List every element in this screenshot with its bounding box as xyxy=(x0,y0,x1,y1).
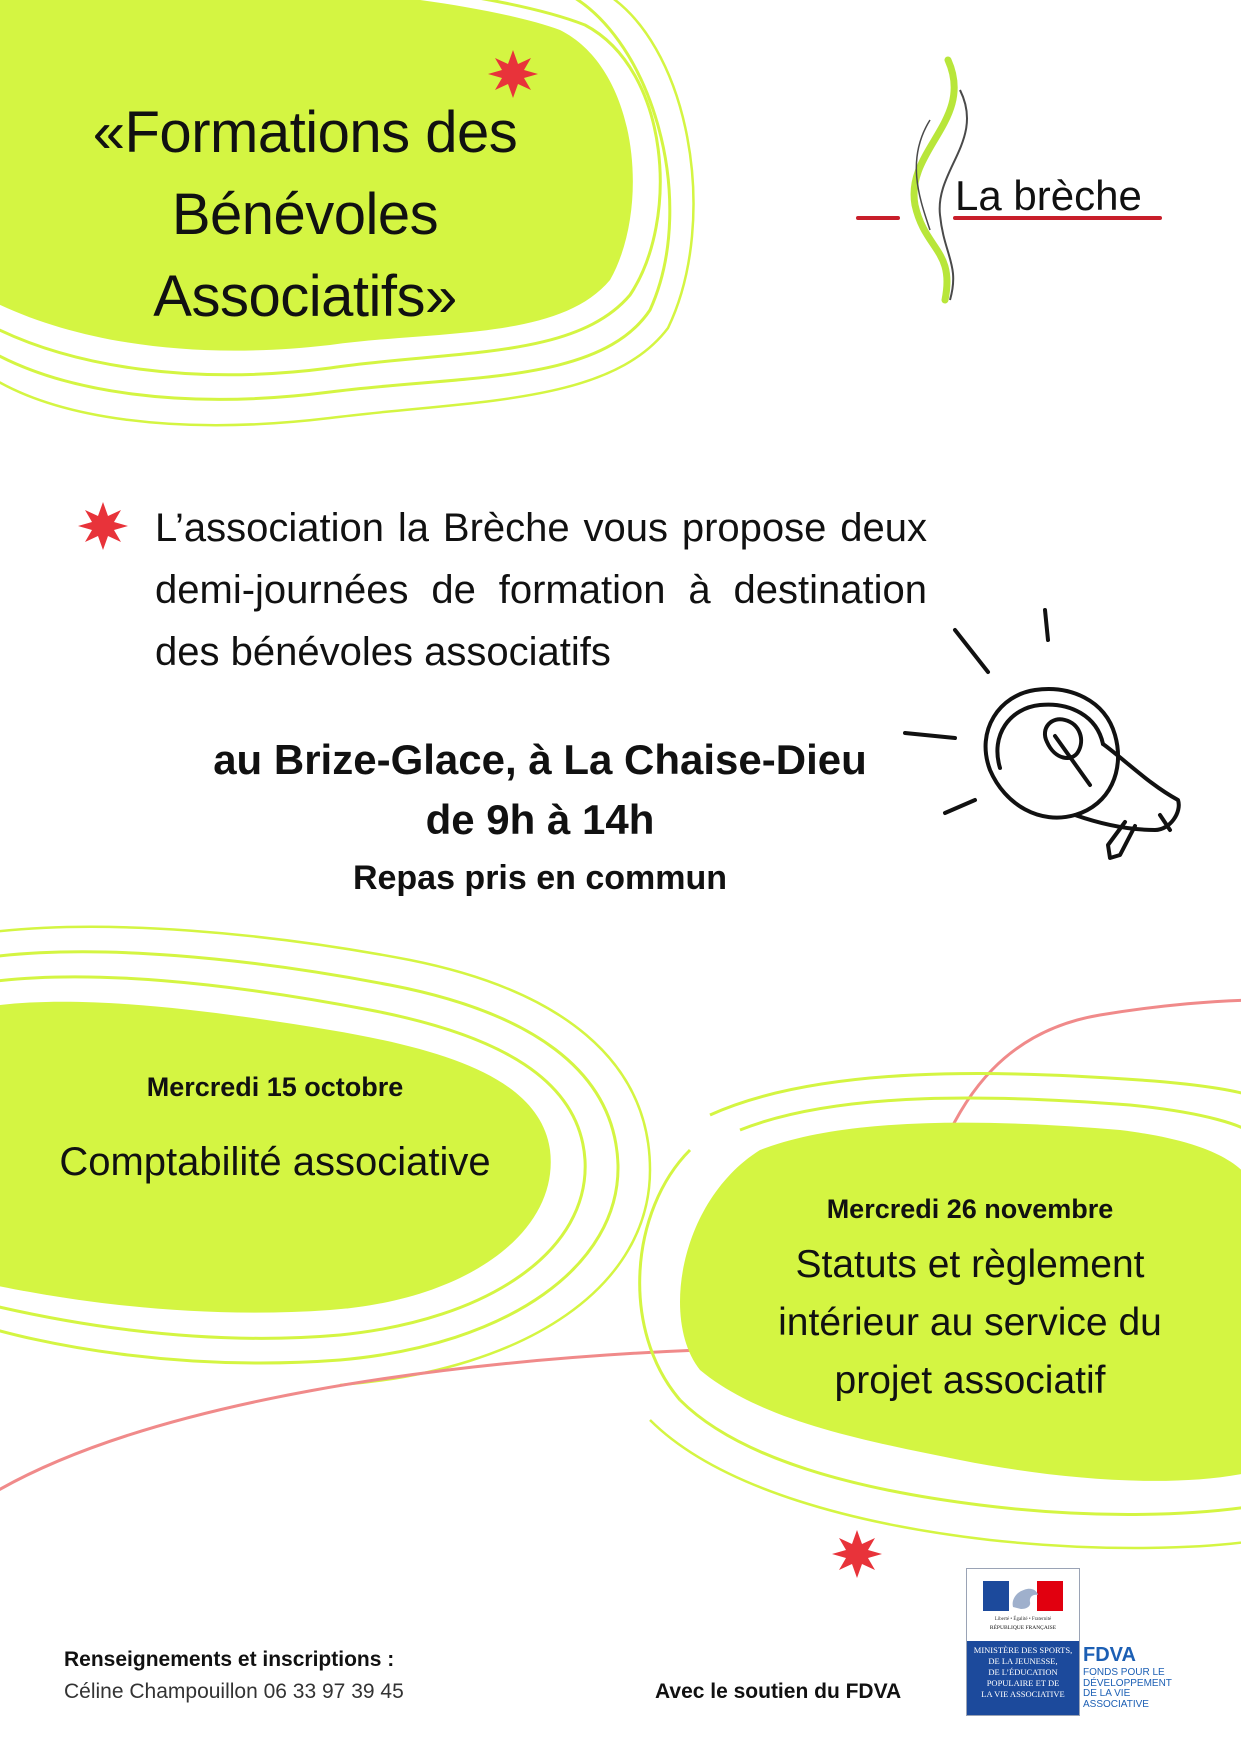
fdva-fullname xyxy=(1083,1668,1193,1710)
session-topic-line: intérieur au service du xyxy=(778,1301,1162,1344)
support-text: Avec le soutien du FDVA xyxy=(655,1680,902,1703)
fdva-line: DÉVELOPPEMENT xyxy=(1083,1677,1172,1689)
session-date: Mercredi 15 octobre xyxy=(146,1072,404,1102)
marianne-flag-icon xyxy=(983,1581,1063,1611)
star-icon xyxy=(78,502,128,550)
page-title xyxy=(40,92,570,338)
event-details xyxy=(140,730,940,906)
event-meal: Repas pris en commun xyxy=(352,859,728,897)
event-hours: de 9h à 14h xyxy=(425,796,655,843)
ministry-line: DE LA JEUNESSE, xyxy=(988,1656,1058,1666)
ministry-name xyxy=(967,1641,1079,1715)
session-topic-line: projet associatif xyxy=(834,1359,1106,1402)
session-topic: Comptabilité associative xyxy=(59,1140,491,1184)
session-topic-line: Statuts et règlement xyxy=(795,1243,1145,1286)
ministry-line: MINISTÈRE DES SPORTS, xyxy=(973,1645,1073,1655)
title-line: «Formations des xyxy=(92,100,518,165)
event-location: au Brize-Glace, à La Chaise-Dieu xyxy=(213,736,867,783)
intro-text: L’association la Brèche vous propose deux demi-journées de formation à destination des bénévoles associatifs xyxy=(155,506,927,674)
fdva-acronym: FDVA xyxy=(1083,1644,1136,1666)
fdva-line: FONDS POUR LE xyxy=(1083,1667,1165,1678)
fdva-line: ASSOCIATIVE xyxy=(1083,1698,1149,1710)
ministry-line: DE L’ÉDUCATION xyxy=(988,1667,1058,1677)
title-line: Associatifs» xyxy=(153,264,457,329)
ministry-logo xyxy=(966,1568,1080,1716)
ministry-line: LA VIE ASSOCIATIVE xyxy=(981,1689,1065,1699)
ministry-motto: Liberté • Égalité • Fraternité xyxy=(994,1617,1052,1622)
star-icon xyxy=(832,1530,882,1578)
session-topic xyxy=(740,1236,1200,1410)
fdva-line: DE LA VIE xyxy=(1083,1688,1131,1699)
title-line: Bénévoles xyxy=(171,182,439,247)
megaphone-icon xyxy=(905,610,1179,858)
ministry-country: RÉPUBLIQUE FRANÇAISE xyxy=(989,1625,1057,1631)
logo-text: La brèche xyxy=(955,172,1142,219)
contact-value: Céline Champouillon 06 33 97 39 45 xyxy=(64,1680,404,1703)
contact-label: Renseignements et inscriptions : xyxy=(64,1648,395,1671)
ministry-line: POPULAIRE ET DE xyxy=(986,1678,1060,1688)
session-date: Mercredi 26 novembre xyxy=(826,1194,1114,1224)
